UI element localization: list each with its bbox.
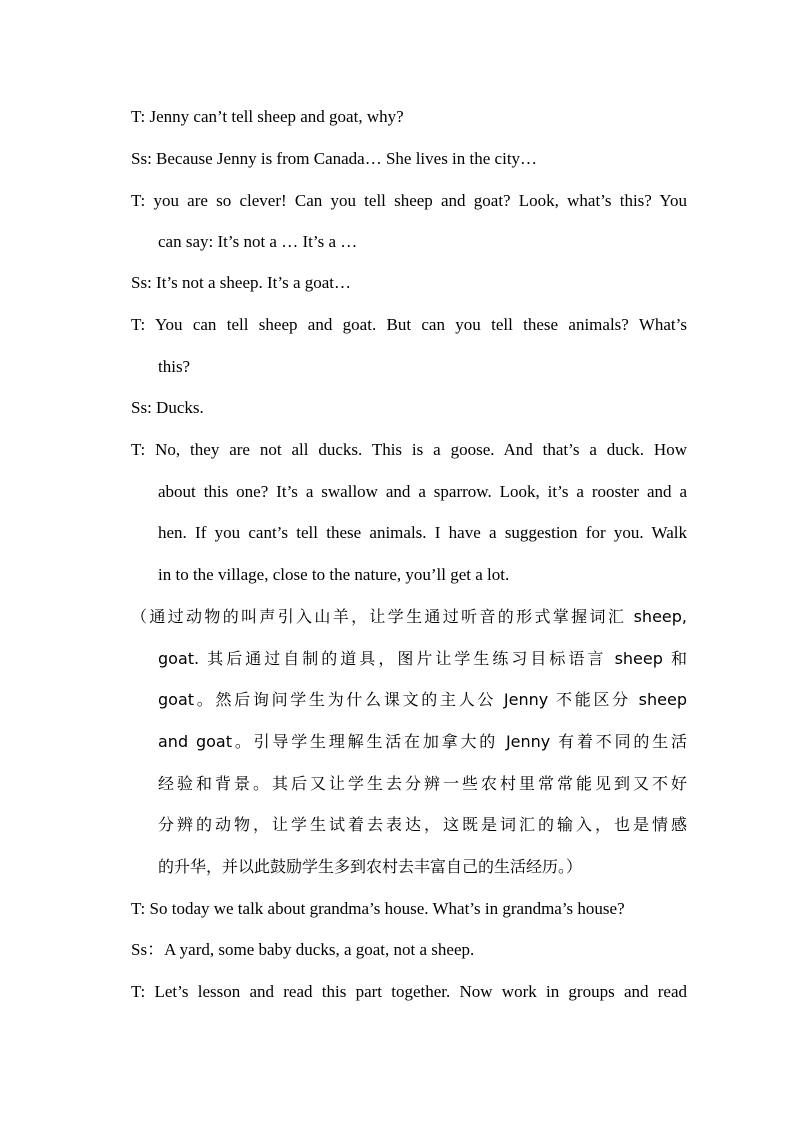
teaching-note-line-5: 经验和背景。其后又让学生去分辨一些农村里常常能见到又不好 [158, 774, 687, 793]
dialogue-line-10: T: Let’s lesson and read this part together. Now work in groups and read [131, 982, 687, 1001]
teaching-note-line-2: goat. 其后通过自制的道具，图片让学生练习目标语言 sheep 和 [158, 649, 687, 668]
dialogue-line-1: T: Jenny can’t tell sheep and goat, why? [131, 107, 404, 126]
teaching-note-line-3: goat。然后询问学生为什么课文的主人公 Jenny 不能区分 sheep [158, 690, 687, 709]
dialogue-line-7-cont-3: in to the village, close to the nature, you’ll get a lot. [158, 565, 510, 584]
dialogue-line-7-cont-1: about this one? It’s a swallow and a sparrow. Look, it’s a rooster and a [158, 482, 687, 501]
dialogue-line-9: Ss：A yard, some baby ducks, a goat, not a sheep. [131, 940, 475, 959]
teaching-note-line-4: and goat。引导学生理解生活在加拿大的 Jenny 有着不同的生活 [158, 732, 687, 751]
dialogue-line-3: T: you are so clever! Can you tell sheep and goat? Look, what’s this? You [131, 191, 687, 210]
dialogue-line-5-cont: this? [158, 357, 191, 376]
dialogue-line-8: T: So today we talk about grandma’s house. What’s in grandma’s house? [131, 899, 625, 918]
dialogue-line-7-cont-2: hen. If you cant’s tell these animals. I have a suggestion for you. Walk [158, 523, 687, 542]
dialogue-line-4: Ss: It’s not a sheep. It’s a goat… [131, 273, 352, 292]
teaching-note-line-6: 分辨的动物，让学生试着去表达，这既是词汇的输入，也是情感 [158, 815, 687, 834]
dialogue-line-2: Ss: Because Jenny is from Canada… She lives in the city… [131, 149, 538, 168]
dialogue-line-6: Ss: Ducks. [131, 398, 204, 417]
dialogue-line-7: T: No, they are not all ducks. This is a goose. And that’s a duck. How [131, 440, 687, 459]
dialogue-line-5: T: You can tell sheep and goat. But can you tell these animals? What’s [131, 315, 687, 334]
teaching-note-line-1: （通过动物的叫声引入山羊，让学生通过听音的形式掌握词汇 sheep, [131, 607, 687, 626]
teaching-note-line-7: 的升华，并以此鼓励学生多到农村去丰富自己的生活经历。） [158, 857, 583, 876]
dialogue-line-3-cont: can say: It’s not a … It’s a … [158, 232, 358, 251]
